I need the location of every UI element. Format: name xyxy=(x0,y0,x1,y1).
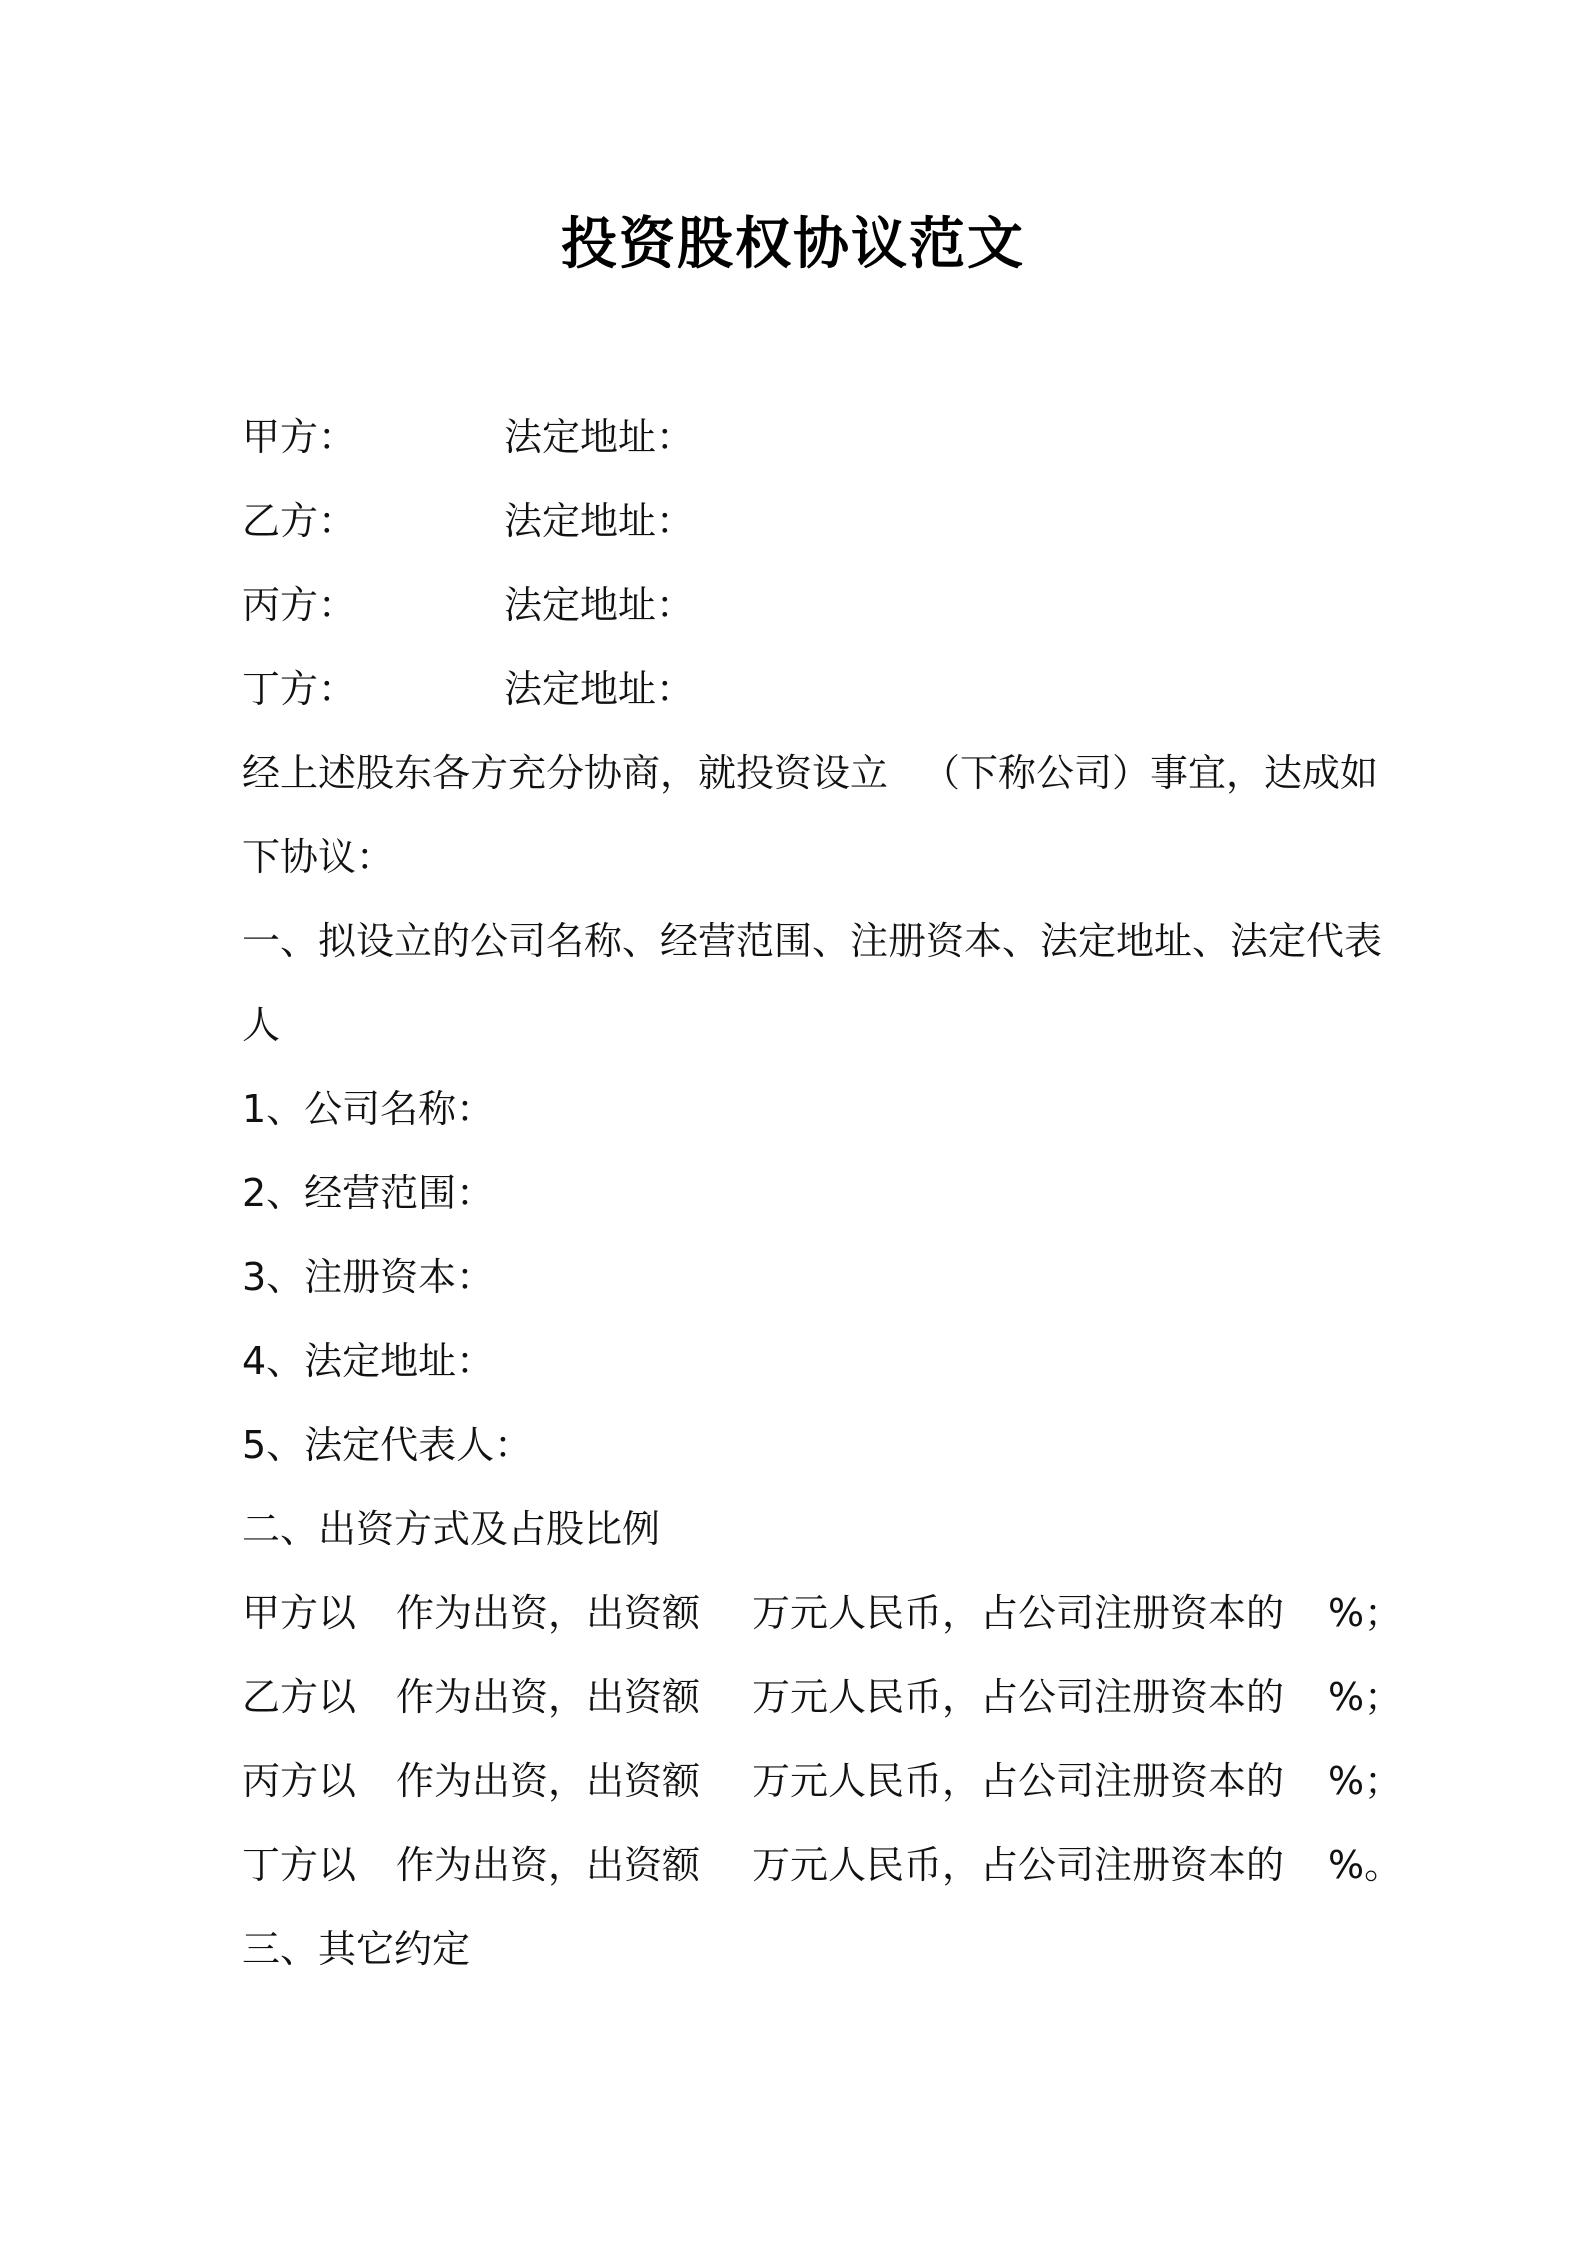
capital-party: 甲方以 xyxy=(242,1591,357,1635)
capital-text: 万元人民币，占公司注册资本的 xyxy=(752,1591,1285,1635)
party-address-label: 法定地址： xyxy=(504,415,695,459)
document-body xyxy=(242,395,1403,1991)
section-heading: 二、出资方式及占股比例 xyxy=(242,1507,661,1551)
capital-text: 作为出资，出资额 xyxy=(396,1759,701,1803)
party-label: 甲方： xyxy=(242,415,357,459)
party-label: 丙方： xyxy=(242,583,357,627)
preamble-line xyxy=(242,815,1362,899)
party-address-label: 法定地址： xyxy=(504,499,695,543)
list-item: 4、法定地址： xyxy=(242,1339,495,1383)
section-heading: 三、其它约定 xyxy=(242,1927,471,1971)
preamble-line xyxy=(242,731,1379,815)
section-heading: 人 xyxy=(242,1003,281,1047)
party-row xyxy=(242,479,1362,563)
party-address-label: 法定地址： xyxy=(504,583,695,627)
section-heading: 一、拟设立的公司名称、经营范围、注册资本、法定地址、法定代表 xyxy=(242,919,1383,963)
capital-text: 万元人民币，占公司注册资本的 xyxy=(752,1843,1285,1887)
list-item: 1、公司名称： xyxy=(242,1087,495,1131)
capital-end: %； xyxy=(1328,1759,1403,1803)
capital-text: 作为出资，出资额 xyxy=(396,1591,701,1635)
capital-party: 丙方以 xyxy=(242,1759,357,1803)
capital-text: 作为出资，出资额 xyxy=(396,1843,701,1887)
capital-row xyxy=(242,1655,1403,1739)
capital-end: %； xyxy=(1328,1591,1403,1635)
preamble-text: 经上述股东各方充分协商，就投资设立 xyxy=(242,751,889,795)
document-title: 投资股权协议范文 xyxy=(561,212,1025,277)
party-row xyxy=(242,647,1362,731)
party-address-label: 法定地址： xyxy=(504,667,695,711)
preamble-text: 下协议： xyxy=(242,835,395,879)
capital-text: 万元人民币，占公司注册资本的 xyxy=(752,1759,1285,1803)
capital-row xyxy=(242,1739,1403,1823)
party-label: 乙方： xyxy=(242,499,357,543)
capital-row xyxy=(242,1571,1403,1655)
capital-end: %； xyxy=(1328,1675,1403,1719)
preamble-text: （下称公司）事宜，达成如 xyxy=(922,751,1379,795)
list-item: 2、经营范围： xyxy=(242,1171,495,1215)
capital-text: 万元人民币，占公司注册资本的 xyxy=(752,1675,1285,1719)
party-row xyxy=(242,563,1362,647)
party-row xyxy=(242,395,1362,479)
list-item: 3、注册资本： xyxy=(242,1255,495,1299)
capital-party: 乙方以 xyxy=(242,1675,357,1719)
capital-text: 作为出资，出资额 xyxy=(396,1675,701,1719)
capital-party: 丁方以 xyxy=(242,1843,357,1887)
capital-row xyxy=(242,1823,1403,1907)
capital-end: %。 xyxy=(1328,1843,1403,1887)
party-label: 丁方： xyxy=(242,667,357,711)
list-item: 5、法定代表人： xyxy=(242,1423,533,1467)
